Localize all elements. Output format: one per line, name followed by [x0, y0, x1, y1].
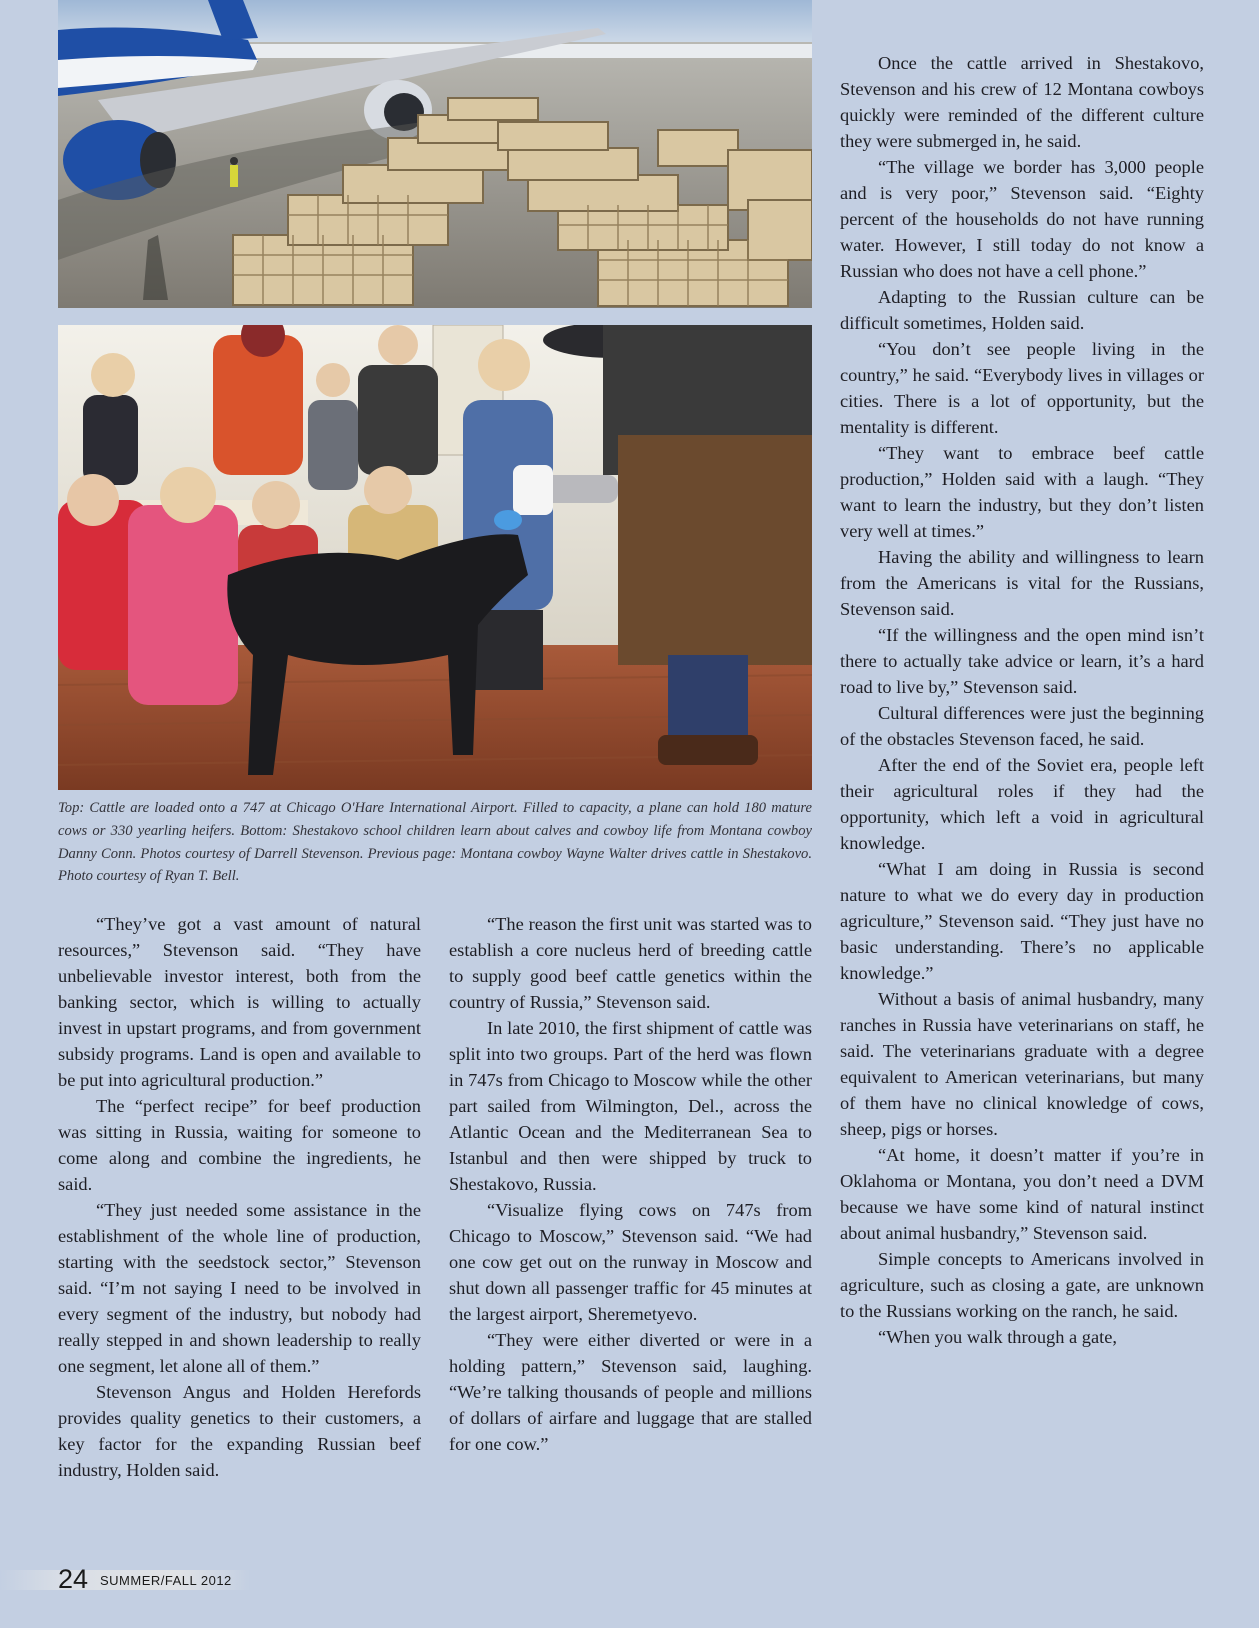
page-number: 24: [58, 1564, 89, 1594]
paragraph: The “perfect recipe” for beef production was sitting in Russia, waiting for someone to come along and combine the ingredients, he said.: [58, 1096, 421, 1194]
paragraph: “They just needed some assistance in the establishment of the whole line of production, starting with the seedstock sector,” Stevenson said. “I’m not saying I need to be involved in every segment of the industry, but nobody had really stepped in and shown leadership to really one segment, let alone all of them.”: [58, 1200, 421, 1376]
paragraph: “They were either diverted or were in a holding pattern,” Stevenson said, laughing. “We’re talking thousands of people and millions of dollars of airfare and luggage that are stalled for one cow.”: [449, 1330, 812, 1454]
paragraph: “They want to embrace beef cattle production,” Holden said with a laugh. “They want to learn the industry, but they don’t listen very well at times.”: [840, 443, 1204, 541]
article-column-2: [449, 911, 812, 1541]
issue-label: SUMMER/FALL 2012: [100, 1573, 232, 1588]
paragraph: Without a basis of animal husbandry, many ranches in Russia have veterinarians on staff, he said. The veterinarians graduate with a degree equivalent to American veterinarians, but many of them have no clinical knowledge of cows, sheep, pigs or horses.: [840, 989, 1204, 1139]
paragraph: “When you walk through a gate,: [878, 1327, 1117, 1347]
photo-caption: Top: Cattle are loaded onto a 747 at Chicago O'Hare International Airport. Filled to capacity, a plane can hold 180 mature cows or 330 yearling heifers. Bottom: Shestakovo school children learn about calves and cowboy life from Montana cowboy Danny Conn. Photos courtesy of Darrell Stevenson. Previous page: Montana cowboy Wayne Walter drives cattle in Shestakovo. Photo courtesy of Ryan T. Bell.: [58, 800, 812, 885]
paragraph: “What I am doing in Russia is second nature to what we do every day in production agriculture,” Stevenson said. “They just have no basic understanding. There’s no applicable knowledge.”: [840, 859, 1204, 983]
paragraph: “They’ve got a vast amount of natural resources,” Stevenson said. “They have unbelievable investor interest, both from the banking sector, which is willing to actually invest in upstart programs, and from government subsidy programs. Land is open and available to be put into agricultural production.”: [58, 914, 421, 1090]
article-column-3: [840, 50, 1204, 1540]
paragraph: “The village we border has 3,000 people and is very poor,” Stevenson said. “Eighty percent of the households do not have running water. However, I still today do not know a Russian who does not have a cell phone.”: [840, 157, 1204, 281]
paragraph: After the end of the Soviet era, people left their agricultural roles if they had the opportunity, which left a void in agricultural knowledge.: [840, 755, 1204, 853]
paragraph: Adapting to the Russian culture can be difficult sometimes, Holden said.: [840, 287, 1204, 333]
photo-cattle-747: [58, 0, 812, 308]
paragraph: “At home, it doesn’t matter if you’re in Oklahoma or Montana, you don’t need a DVM because we have some kind of natural instinct about animal husbandry,” Stevenson said.: [840, 1145, 1204, 1243]
article-column-1: [58, 911, 421, 1541]
paragraph: “If the willingness and the open mind isn’t there to actually take advice or learn, it’s a hard road to live by,” Stevenson said.: [840, 625, 1204, 697]
paragraph: “Visualize flying cows on 747s from Chicago to Moscow,” Stevenson said. “We had one cow get out on the runway in Moscow and shut down all passenger traffic for 45 minutes at the largest airport, Sheremetyevo.: [449, 1200, 812, 1324]
paragraph: “You don’t see people living in the country,” he said. “Everybody lives in villages or cities. There is a lot of opportunity, but the mentality is different.: [840, 339, 1204, 437]
paragraph: “The reason the first unit was started was to establish a core nucleus herd of breeding cattle to supply good beef cattle genetics within the country of Russia,” Stevenson said.: [449, 914, 812, 1012]
paragraph: In late 2010, the first shipment of cattle was split into two groups. Part of the herd was flown in 747s from Chicago to Moscow while the other part sailed from Wilmington, Del., across the Atlantic Ocean and the Mediterranean Sea to Istanbul and then were shipped by truck to Shestakovo, Russia.: [449, 1018, 812, 1194]
paragraph: Cultural differences were just the beginning of the obstacles Stevenson faced, he said.: [840, 703, 1204, 749]
paragraph: Having the ability and willingness to learn from the Americans is vital for the Russians, Stevenson said.: [840, 547, 1204, 619]
photo-children-calf: [58, 325, 812, 790]
paragraph: Simple concepts to Americans involved in agriculture, such as closing a gate, are unknown to the Russians working on the ranch, he said.: [840, 1249, 1204, 1321]
paragraph: Once the cattle arrived in Shestakovo, Stevenson and his crew of 12 Montana cowboys quickly were reminded of the different culture they were submerged in, he said.: [840, 53, 1204, 151]
paragraph: Stevenson Angus and Holden Herefords provides quality genetics to their customers, a key factor for the expanding Russian beef industry, Holden said.: [58, 1382, 421, 1480]
